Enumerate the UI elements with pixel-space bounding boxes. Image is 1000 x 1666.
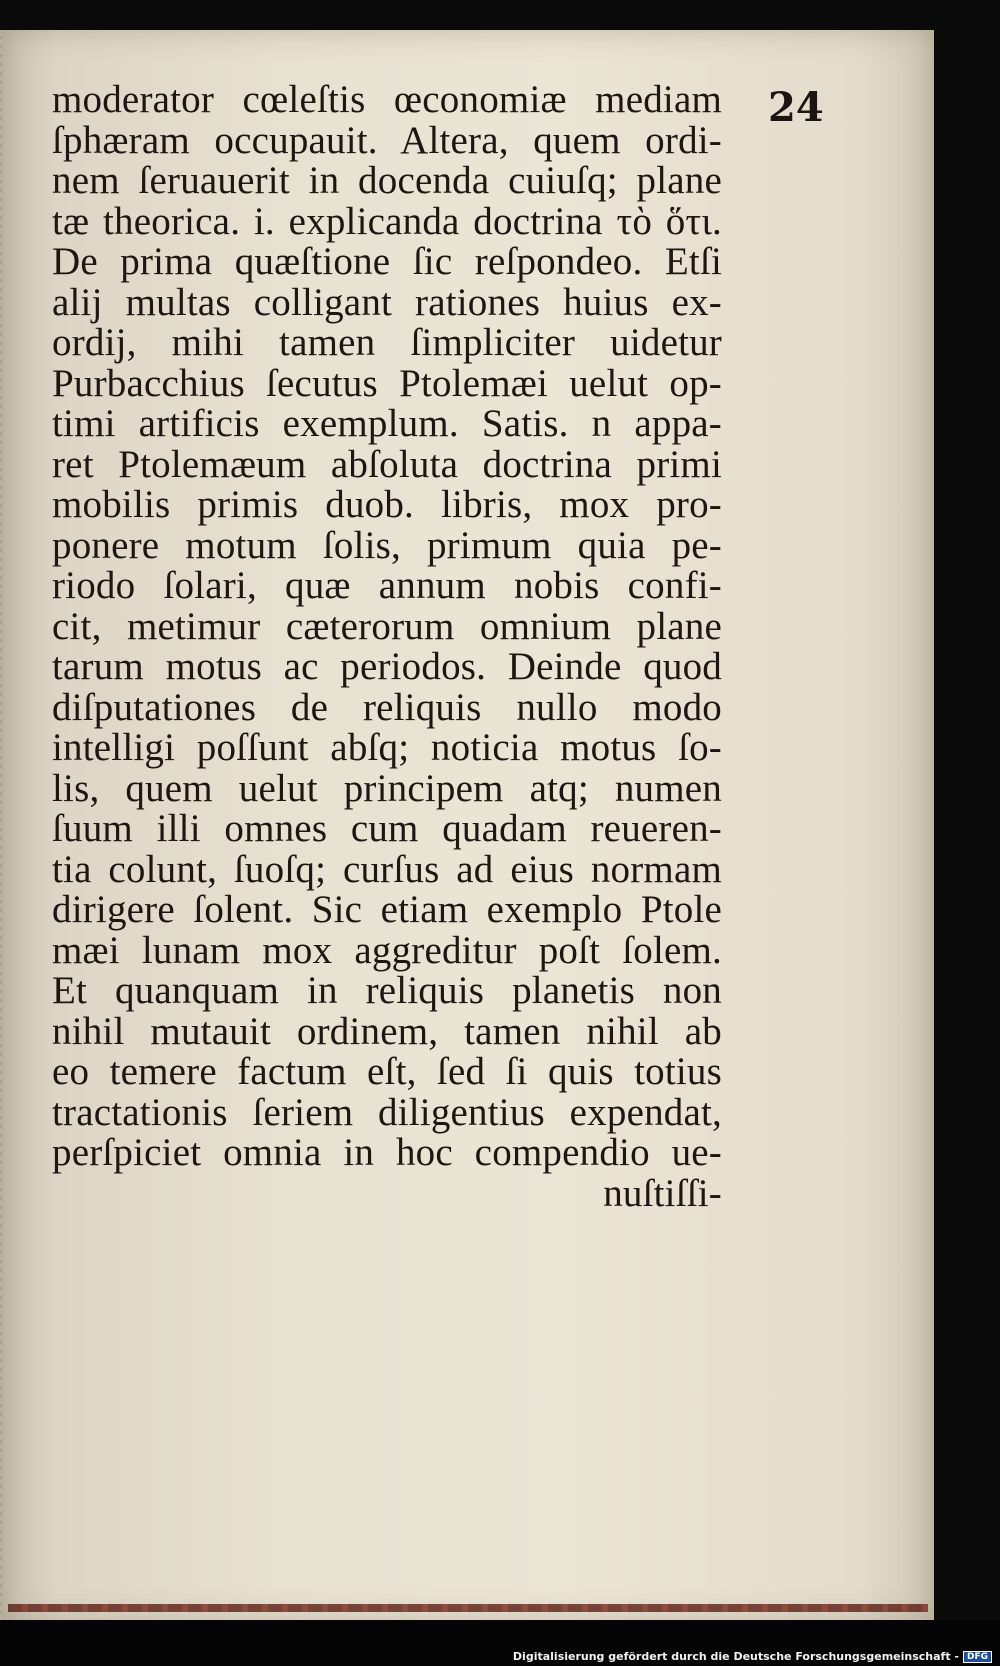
text-line: nihil mutauit ordinem, tamen nihil ab	[52, 1009, 722, 1053]
text-line: ordij, mihi tamen ſimpliciter uidetur	[52, 321, 722, 364]
text-line: alij multas colligant rationes huius ex-	[52, 280, 722, 324]
text-line: mæi lunam mox aggreditur poſt ſolem.	[52, 928, 722, 972]
digitization-credit	[513, 1650, 992, 1663]
text-line: tractationis ſeriem diligentius expendat,	[52, 1090, 722, 1134]
text-line: mobilis primis duob. libris, mox pro-	[52, 483, 722, 526]
text-line: riodo ſolari, quæ annum nobis confi-	[52, 564, 722, 607]
catchword: nuſtiſſi-	[603, 1171, 722, 1215]
text-line: diſputationes de reliquis nullo modo	[52, 685, 722, 729]
binding-stripe	[8, 1604, 928, 1612]
credit-text: Digitalisierung gefördert durch die Deutsche Forschungsgemeinschaft -	[512, 1650, 959, 1663]
text-line: Purbacchius ſecutus Ptolemæi uelut op-	[52, 361, 722, 405]
page-number: 24	[768, 84, 824, 131]
text-line: perſpiciet omnia in hoc compendio ue-	[52, 1131, 722, 1174]
body-text	[52, 80, 722, 1214]
text-line: ponere motum ſolis, primum quia pe-	[52, 523, 722, 567]
text-line: lis, quem uelut principem atq; numen	[52, 766, 722, 810]
text-line: cit, metimur cæterorum omnium plane	[52, 604, 722, 648]
text-line: ſphæram occupauit. Altera, quem ordi-	[52, 118, 722, 162]
text-line: tarum motus ac periodos. Deinde quod	[52, 645, 722, 688]
text-line: Et quanquam in reliquis planetis non	[52, 969, 722, 1012]
text-line: ret Ptolemæum abſoluta doctrina primi	[52, 442, 722, 486]
text-line: eo temere factum eſt, ſed ſi quis totius	[52, 1050, 722, 1093]
text-line: tæ theorica. i. explicanda doctrina τὸ ὅτι.	[52, 199, 722, 243]
text-line: ſuum illi omnes cum quadam reueren-	[52, 807, 722, 850]
text-line: intelligi poſſunt abſq; noticia motus ſo-	[52, 726, 722, 769]
text-line: moderator cœleſtis œconomiæ mediam	[52, 78, 722, 121]
text-line: tia colunt, ſuoſq; curſus ad eius normam	[52, 847, 722, 891]
text-line: dirigere ſolent. Sic etiam exemplo Ptole	[52, 888, 722, 931]
dfg-logo-icon: DFG	[963, 1651, 992, 1663]
text-line: timi artificis exemplum. Satis. n appa-	[52, 402, 722, 445]
text-line: De prima quæſtione ſic reſpondeo. Etſi	[52, 240, 722, 283]
text-line: nem ſeruauerit in docenda cuiuſq; plane	[52, 159, 722, 202]
